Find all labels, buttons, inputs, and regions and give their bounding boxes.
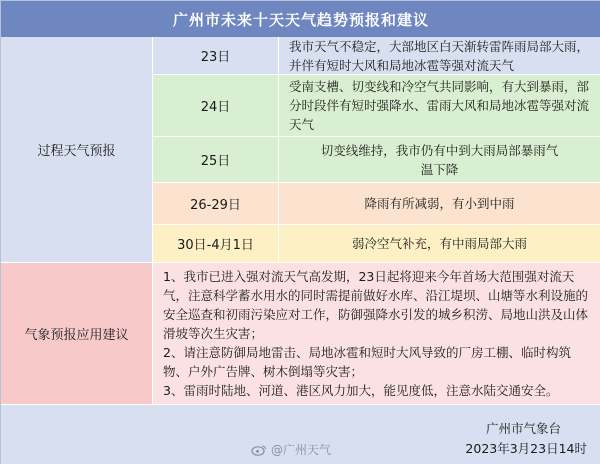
forecast-text-3: 切变线维持，我市仍有中到大雨局部暴雨气温下降 xyxy=(279,137,600,183)
advice-content xyxy=(153,263,600,405)
watermark xyxy=(251,441,331,458)
advice-paragraph-3: 3、雷雨时陆地、河道、港区风力加大，能见度低，注意水陆交通安全。 xyxy=(163,383,559,398)
page-title: 广州市未来十天天气趋势预报和建议 xyxy=(1,1,600,37)
advice-section-label: 气象预报应用建议 xyxy=(1,263,153,405)
weibo-icon xyxy=(251,444,267,456)
forecast-date-4: 26-29日 xyxy=(153,183,279,225)
forecast-date-2: 24日 xyxy=(153,75,279,137)
footer-date: 2023年3月23日14时 xyxy=(465,441,587,456)
forecast-text-4: 降雨有所减弱，有小到中雨 xyxy=(279,183,600,225)
forecast-text-2: 受南支槽、切变线和冷空气共同影响，有大到暴雨，部分时段伴有短时强降水、雷雨大风和局地冰雹等强对流天气 xyxy=(279,75,600,137)
watermark-text: @广州天气 xyxy=(271,443,332,457)
forecast-text-1: 我市天气不稳定，大部地区白天渐转雷阵雨局部大雨，并伴有短时大风和局地冰雹等强对流天气 xyxy=(279,37,600,75)
advice-paragraph-1: 1、我市已进入强对流天气高发期，23日起将迎来今年首场大范围强对流天气，注意科学蓄水用水的同时需提前做好水库、沿江堤坝、山塘等水利设施的安全巡查和初雨污染应对工作，防御强降水引发的城乡积涝、局地山洪及山体滑坡等次生灾害； xyxy=(163,269,589,341)
forecast-date-3: 25日 xyxy=(153,137,279,183)
forecast-date-1: 23日 xyxy=(153,37,279,75)
forecast-text-5: 弱冷空气补充，有中雨局部大雨 xyxy=(279,225,600,263)
forecast-date-5: 30日-4月1日 xyxy=(153,225,279,263)
footer-org: 广州市气象台 xyxy=(485,421,561,436)
forecast-section-label: 过程天气预报 xyxy=(1,37,153,263)
advice-paragraph-2: 2、请注意防御局地雷击、局地冰雹和短时大风导致的厂房工棚、临时构筑物、户外广告牌、树木倒塌等灾害； xyxy=(163,345,571,379)
